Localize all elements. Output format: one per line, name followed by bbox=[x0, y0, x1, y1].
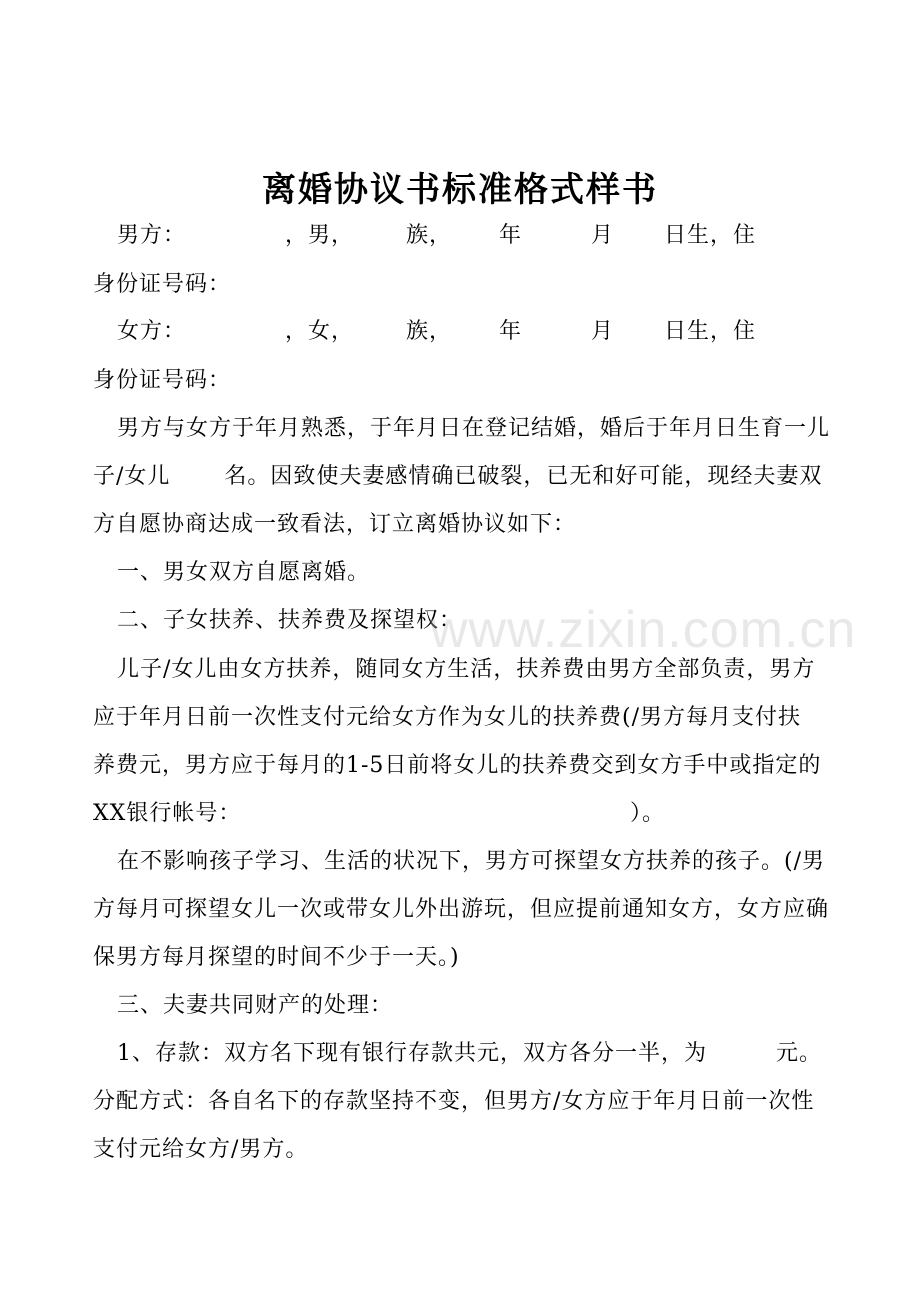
visit-line-3: 保男方每月探望的时间不少于一天。) bbox=[93, 945, 460, 970]
woman-id-label: 身份证号码： bbox=[93, 368, 232, 393]
bank-account-end: ）。 bbox=[630, 801, 666, 826]
man-year: 年 bbox=[499, 223, 523, 248]
man-id-label: 身份证号码： bbox=[93, 272, 232, 297]
man-label: 男方： bbox=[117, 223, 187, 248]
woman-ethnic: 族， bbox=[406, 319, 453, 344]
man-gender: ，男， bbox=[285, 223, 355, 248]
custody-line-2: 应于年月日前一次性支付元给女方作为女儿的扶养费(/男方每月支付扶 bbox=[93, 705, 801, 730]
deposit-method-line-2: 支付元给女方/男方。 bbox=[93, 1137, 309, 1162]
document-title: 离婚协议书标准格式样书 bbox=[262, 170, 658, 210]
woman-info-line bbox=[117, 317, 838, 347]
deposit-line bbox=[117, 1039, 838, 1069]
man-ethnic: 族， bbox=[406, 223, 453, 248]
man-info-line bbox=[117, 221, 838, 251]
watermark: www.zixin.com.cn bbox=[430, 601, 857, 659]
intro-line-1: 男方与女方于年月熟悉，于年月日在登记结婚，婚后于年月日生育一儿 bbox=[117, 416, 831, 441]
clause-3-heading: 三、夫妻共同财产的处理： bbox=[117, 993, 394, 1018]
visit-line-2: 方每月可探望女儿一次或带女儿外出游玩，但应提前通知女方，女方应确 bbox=[93, 897, 830, 922]
woman-month: 月 bbox=[591, 319, 615, 344]
deposit-end: 元。 bbox=[776, 1041, 823, 1066]
bank-account-line bbox=[93, 799, 838, 829]
clause-2-heading: 二、子女扶养、扶养费及探望权： bbox=[117, 608, 463, 633]
woman-label: 女方： bbox=[117, 319, 187, 344]
custody-line-3: 养费元，男方应于每月的1-5日前将女儿的扶养费交到女方手中或指定的 bbox=[93, 753, 822, 778]
clause-1: 一、男女双方自愿离婚。 bbox=[117, 560, 371, 585]
visit-line-1: 在不影响孩子学习、生活的状况下，男方可探望女方扶养的孩子。(/男 bbox=[117, 849, 825, 874]
intro-line-3: 方自愿协商达成一致看法，订立离婚协议如下： bbox=[93, 512, 577, 537]
deposit-method-line-1: 分配方式：各自名下的存款坚持不变，但男方/女方应于年月日前一次性 bbox=[93, 1089, 815, 1114]
woman-day: 日生，住 bbox=[664, 319, 757, 344]
intro-line-2: 子/女儿 名。因致使夫妻感情确已破裂，已无和好可能，现经夫妻双 bbox=[93, 464, 823, 489]
custody-line-1: 儿子/女儿由女方扶养，随同女方生活，扶养费由男方全部负责，男方 bbox=[117, 657, 816, 682]
man-day: 日生，住 bbox=[664, 223, 757, 248]
deposit-text: 1、存款：双方名下现有银行存款共元，双方各分一半，为 bbox=[117, 1041, 707, 1066]
man-month: 月 bbox=[591, 223, 615, 248]
woman-year: 年 bbox=[499, 319, 523, 344]
bank-account-label: XX银行帐号： bbox=[93, 801, 242, 826]
woman-gender: ，女， bbox=[285, 319, 355, 344]
